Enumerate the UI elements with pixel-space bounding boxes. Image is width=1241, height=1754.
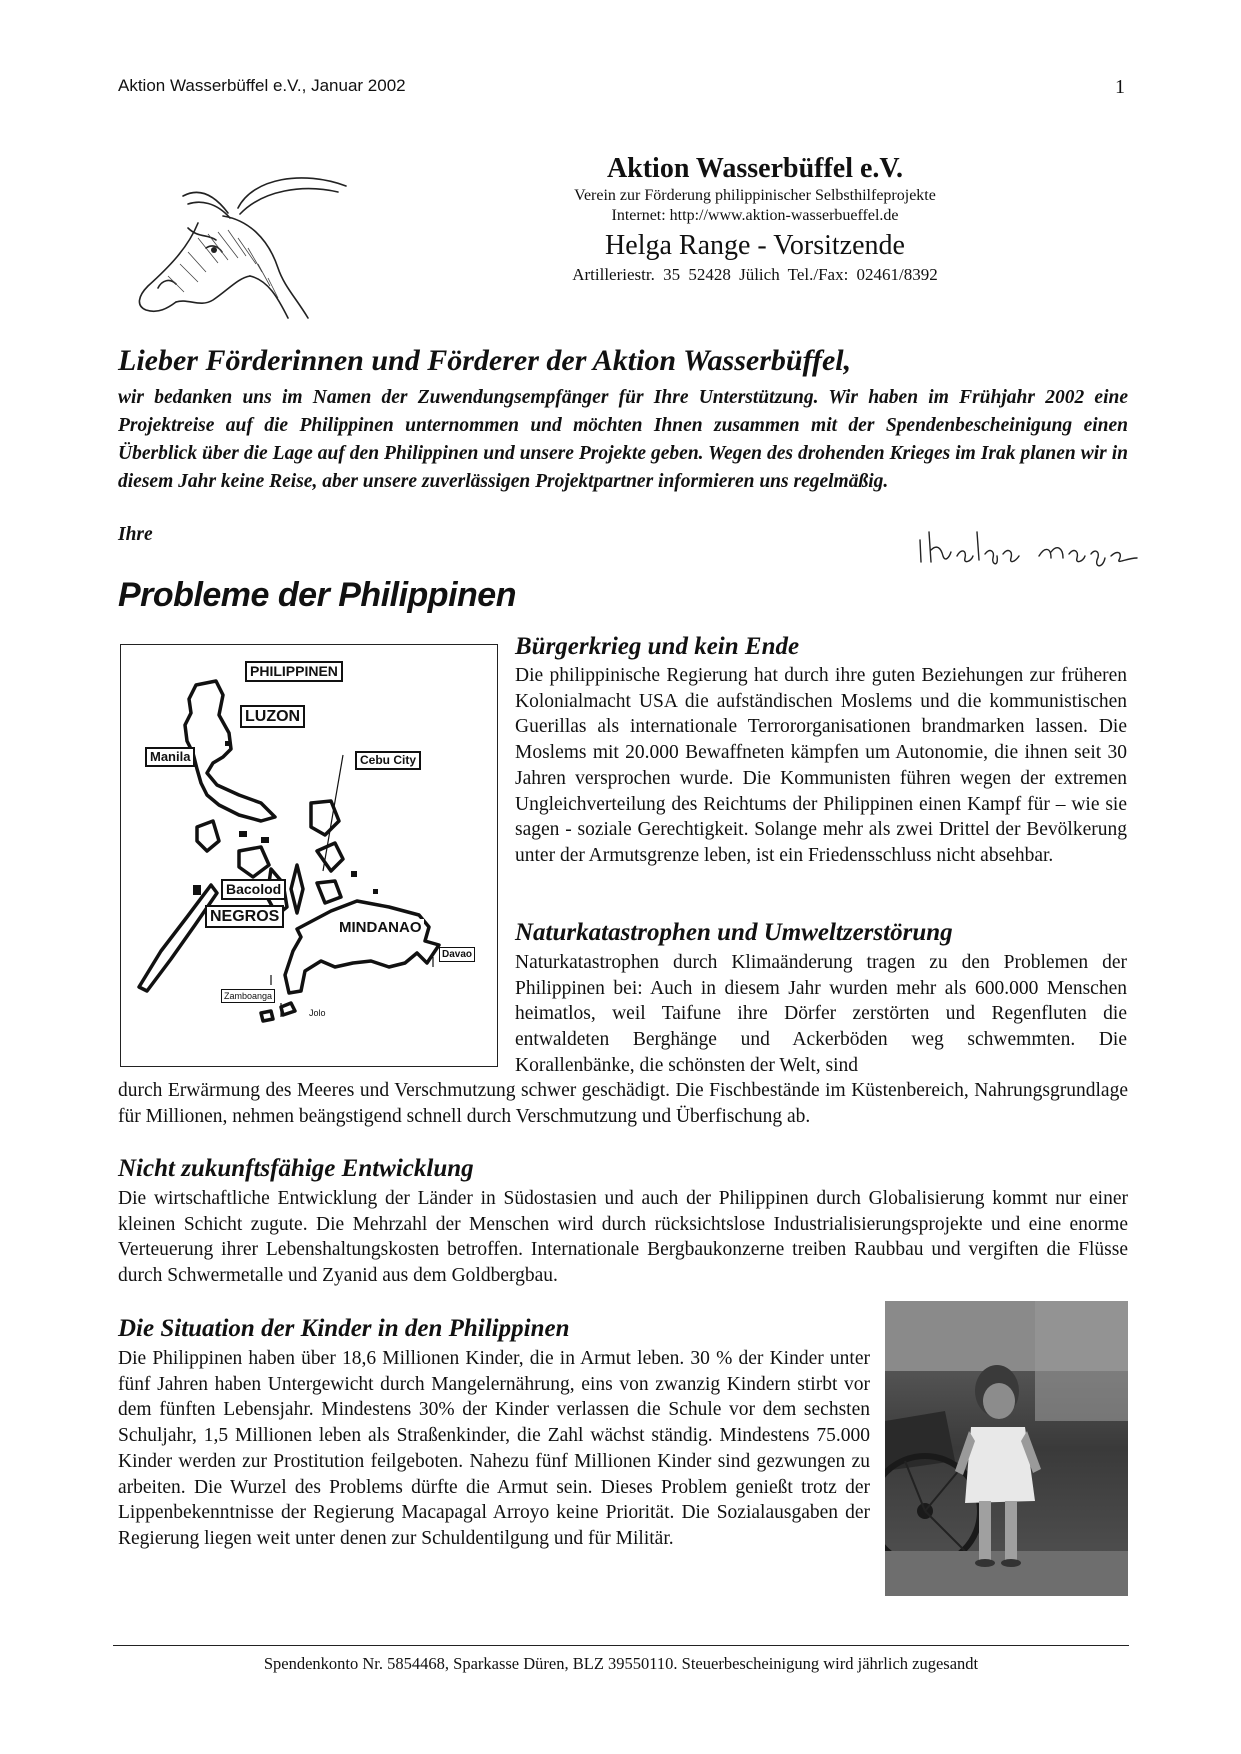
water-buffalo-logo xyxy=(128,168,353,328)
luzon-island xyxy=(185,681,275,821)
map-title-label: PHILIPPINEN xyxy=(245,661,343,682)
footer-bank-details: Spendenkonto Nr. 5854468, Sparkasse Düren, BLZ 39550110. Steuerbescheinigung wird jährlich zugesandt xyxy=(263,1654,979,1673)
article-text-children: Die Philippinen haben über 18,6 Millionen Kinder, die in Armut leben. 30 % der Kinder unter fünf Jahren haben Untergewicht durch Mangelernährung, eins von zwanzig Kindern stirbt vor dem fünften Lebensjahr. Mindestens 30% der Kinder verlassen die Schule vor dem sechsten Schuljahr, 1,5 Millionen leben als Straßenkinder, die Zahl wächst ständig. Mindestens 75.000 Kinder werden zur Prostitution feilgeboten. Nahezu fünf Millionen Kinder sind gezwungen zu arbeiten. Die Wurzel des Problems dürfte die Armut sein. Dieses Problem genießt trotz der Lippenbekenntnisse der Regierung Macapagal Arroyo keine Priorität. Die Sozialausgaben der Regierung liegen weit unter denen zur Schuldentilgung und für Militär. xyxy=(118,1348,870,1549)
org-internet[interactable]: Internet: http://www.aktion-wasserbueffel.de xyxy=(611,207,899,224)
org-address: Artilleriestr. 35 52428 Jülich Tel./Fax: 02461/8392 xyxy=(572,265,938,284)
map-label-davao: Davao xyxy=(439,947,475,962)
map-label-zamboanga: Zamboanga xyxy=(221,989,275,1003)
greeting-title: Lieber Förderinnen und Förderer der Aktion Wasserbüffel, xyxy=(118,344,852,377)
org-subtitle: Verein zur Förderung philippinischer Selbsthilfeprojekte xyxy=(574,187,936,204)
map-label-cebu-city: Cebu City xyxy=(355,751,421,770)
greeting-closing: Ihre xyxy=(118,524,153,545)
org-name: Aktion Wasserbüffel e.V. xyxy=(606,153,904,184)
section-title: Probleme der Philippinen xyxy=(118,576,516,614)
footer-divider xyxy=(113,1645,1129,1646)
map-label-luzon: LUZON xyxy=(240,705,305,728)
philippines-map xyxy=(120,644,498,1067)
map-label-manila: Manila xyxy=(145,747,195,767)
map-label-negros: NEGROS xyxy=(205,905,284,928)
page-number: 1 xyxy=(1115,76,1125,98)
map-label-mindanao: MINDANAO xyxy=(339,919,422,936)
article-heading-children: Die Situation der Kinder in den Philippinen xyxy=(118,1315,570,1342)
article-text-natural-disasters-continued: durch Erwärmung des Meeres und Verschmutzung schwer geschädigt. Die Fischbestände im Küstenbereich, Nahrungsgrundlage für Millionen, nehmen beängstigend schnell durch Verschmutzung und Überfischung ab. xyxy=(118,1080,1128,1127)
mindanao-island xyxy=(285,901,439,993)
article-text-civil-war: Die philippinische Regierung hat durch ihre guten Beziehungen zur früheren Kolonialmacht USA die aufständischen Moslems und die kommunistischen Guerillas als internationale Terrororganisationen brandmarken lassen. Die Moslems mit 20.000 Bewaffneten kämpfen um Autonomie, die ihnen seit 30 Jahren versprochen wurde. Die Kommunisten führen wegen der extremen Ungleichverteilung des Reichtums der Philippinen einen Kampf für – wie sie sagen - soziale Gerechtigkeit. Solange mehr als zwei Drittel der Bevölkerung unter der Armutsgrenze leben, ist ein Friedensschluss nicht absehbar. xyxy=(515,665,1127,866)
article-heading-development: Nicht zukunftsfähige Entwicklung xyxy=(118,1155,474,1182)
child-photo xyxy=(885,1301,1128,1596)
map-label-jolo: Jolo xyxy=(309,1008,326,1018)
article-text-development: Die wirtschaftliche Entwicklung der Länder in Südostasien und auch der Philippinen durch Globalisierung kommt nur einer kleinen Schicht zugute. Die Mehrzahl der Menschen wird durch rücksichtslose Industrialisierungsprojekte und eine enorme Verteuerung ihrer Lebenshaltungskosten betroffen. Internationale Bergbaukonzerne treiben Raubbau und vergiften die Flüsse durch Schwermetalle und Zyanid aus dem Goldbergbau. xyxy=(118,1188,1128,1287)
article-text-natural-disasters: Naturkatastrophen durch Klimaänderung tragen zu den Problemen der Philippinen bei: Auch in diesem Jahr wurden mehr als 600.000 Menschen heimatlos, weil Taifune ihre Dörfer zerstörten und Regenfluten die entwaldeten Berghänge und Ackerböden weg schwemmten. Die Korallenbänke, die schönsten der Welt, sind xyxy=(515,952,1127,1076)
running-header: Aktion Wasserbüffel e.V., Januar 2002 xyxy=(118,76,406,95)
map-label-bacolod: Bacolod xyxy=(221,879,286,900)
article-heading-civil-war: Bürgerkrieg und kein Ende xyxy=(515,633,800,660)
greeting-body: wir bedanken uns im Namen der Zuwendungsempfänger für Ihre Unterstützung. Wir haben im Frühjahr 2002 eine Projektreise auf die Philippinen unternommen und möchten Ihnen zusammen mit der Spendenbescheinigung einen Überblick über die Lage auf den Philippinen und unsere Projekte geben. Wegen des drohenden Krieges im Irak planen wir in diesem Jahr keine Reise, aber unsere zuverlässigen Projektpartner informieren uns regelmäßig. xyxy=(118,387,1128,492)
handwritten-signature xyxy=(915,528,1140,568)
buffalo-eye-icon xyxy=(211,247,217,253)
article-heading-natural-disasters: Naturkatastrophen und Umweltzerstörung xyxy=(515,919,953,946)
org-chairperson: Helga Range - Vorsitzende xyxy=(605,230,905,261)
organisation-block xyxy=(505,152,1005,286)
